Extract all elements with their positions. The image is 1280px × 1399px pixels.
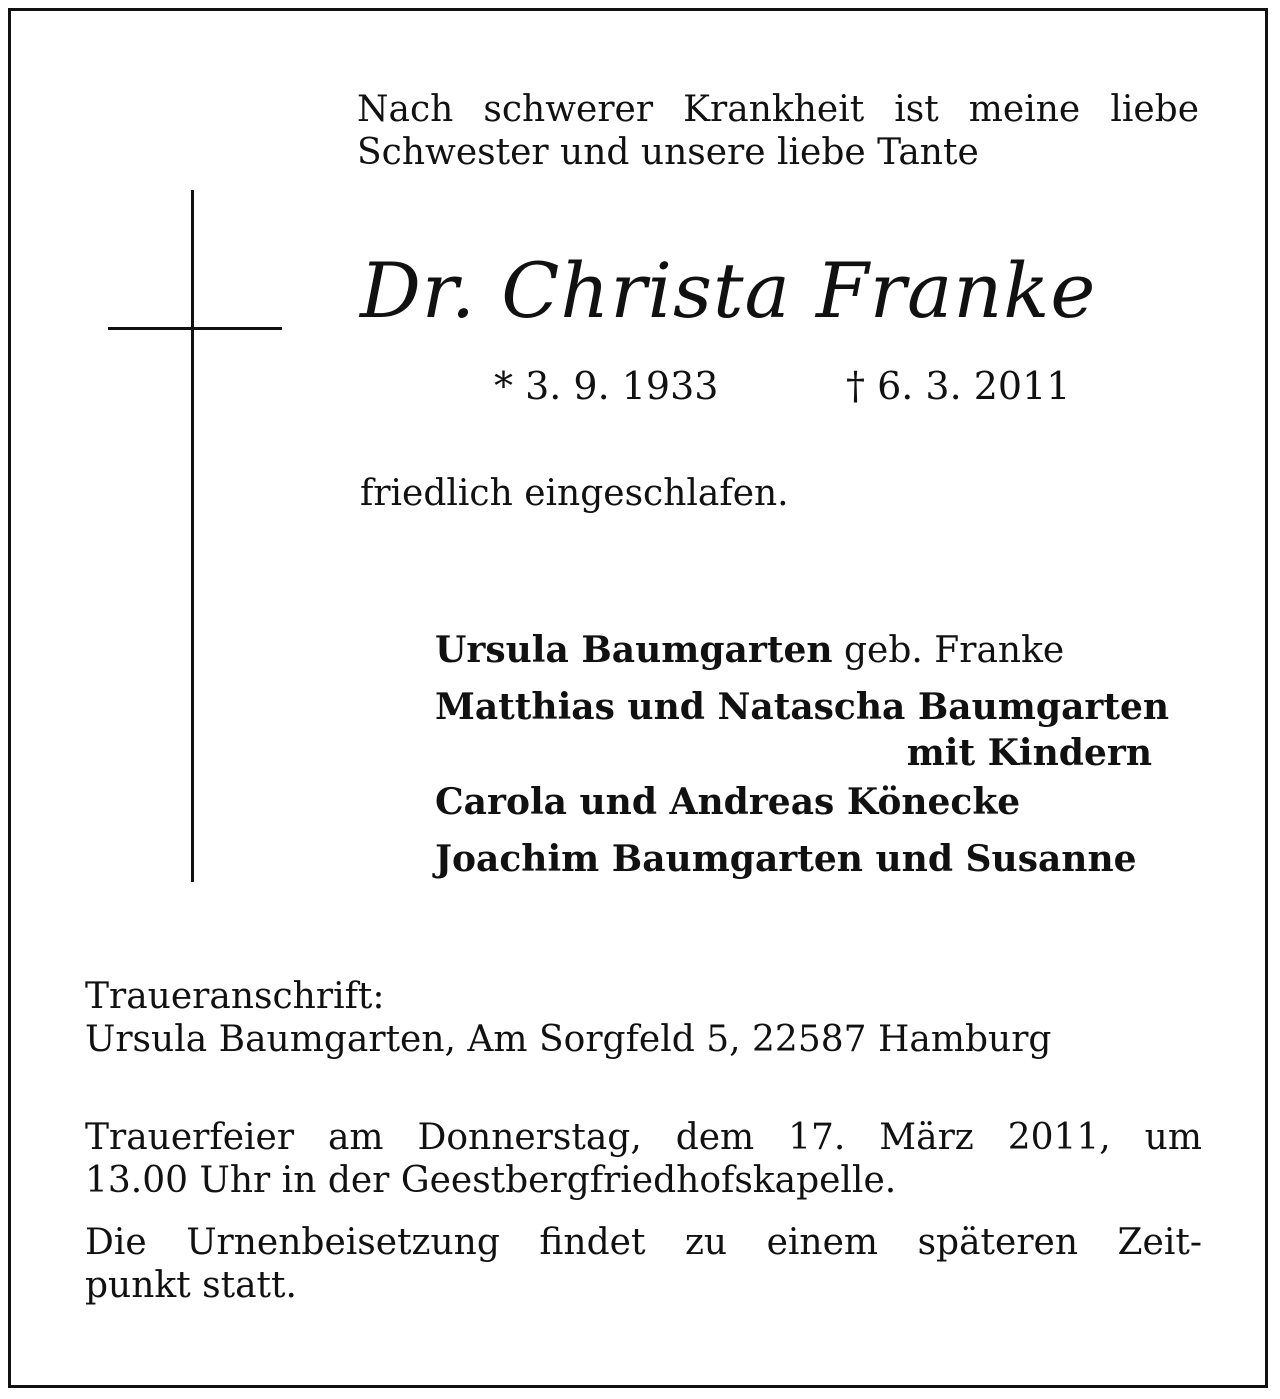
death-date: † 6. 3. 2011: [846, 364, 1071, 408]
intro-line-1: Nach schwerer Krankheit ist meine liebe: [357, 89, 1199, 130]
family-matthias-name: Matthias und Natascha Baumgarten: [435, 686, 1170, 728]
family-ursula: [435, 627, 1064, 674]
address-label: Traueranschrift:: [85, 976, 385, 1017]
family-matthias-cont: [435, 730, 1152, 777]
family-ursula-suffix: geb. Franke: [832, 630, 1065, 671]
birth-date: * 3. 9. 1933: [494, 364, 719, 408]
family-joachim-name: Joachim Baumgarten und Susanne: [435, 838, 1137, 880]
cross-icon-horizontal: [108, 327, 282, 330]
passed-text: friedlich eingeschlafen.: [360, 473, 789, 514]
ceremony-line-2: 13.00 Uhr in der Geestbergfriedhofskapelle.: [85, 1160, 897, 1201]
family-carola: [435, 779, 1020, 826]
family-ursula-name: Ursula Baumgarten: [435, 629, 833, 671]
family-matthias-cont-text: mit Kindern: [906, 732, 1152, 774]
family-carola-name: Carola und Andreas Könecke: [435, 781, 1021, 823]
family-joachim: [435, 836, 1137, 883]
deceased-name: Dr. Christa Franke: [360, 246, 1097, 335]
family-matthias: [435, 684, 1169, 731]
burial-line-1: Die Urnenbeisetzung findet zu einem späteren Zeit-: [85, 1222, 1202, 1263]
burial-line-2: punkt statt.: [85, 1265, 297, 1306]
intro-line-2: Schwester und unsere liebe Tante: [357, 132, 979, 173]
ceremony-line-1: Trauerfeier am Donnerstag, dem 17. März 2011, um: [85, 1117, 1202, 1158]
cross-icon-vertical: [191, 190, 194, 882]
address-line: Ursula Baumgarten, Am Sorgfeld 5, 22587 Hamburg: [85, 1019, 1052, 1060]
